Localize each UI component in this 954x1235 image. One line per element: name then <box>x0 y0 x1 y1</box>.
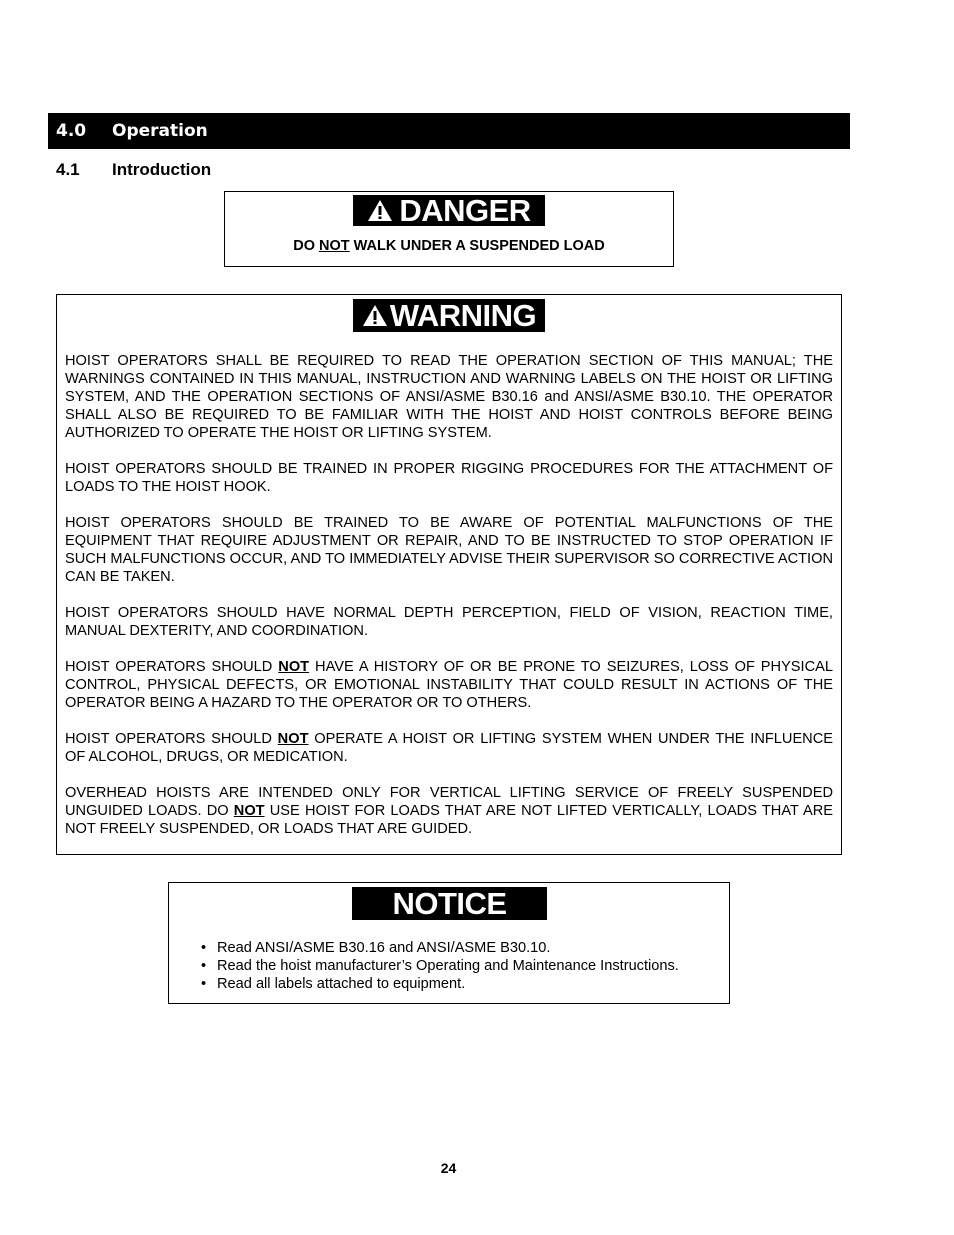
warning-paragraph-6-post: OPERATE A HOIST OR LIFTING SYSTEM WHEN UNDER THE INFLUENCE OF ALCOHOL, DRUGS, OR MEDICATION. <box>65 731 833 765</box>
notice-item-text: Read all labels attached to equipment. <box>217 976 466 992</box>
danger-message-pre: DO <box>293 238 320 254</box>
notice-item-text: Read ANSI/ASME B30.16 and ANSI/ASME B30.10. <box>217 940 551 956</box>
warning-paragraph-5 <box>65 658 833 712</box>
list-item <box>199 939 679 957</box>
warning-paragraph-6-pre: HOIST OPERATORS SHOULD <box>65 731 278 747</box>
danger-message-emphasis: NOT <box>319 238 350 254</box>
notice-list <box>199 939 679 993</box>
list-item <box>199 975 679 993</box>
bullet-icon: • <box>201 940 207 956</box>
warning-paragraph-7-emphasis: NOT <box>233 803 265 819</box>
danger-message-post: WALK UNDER A SUSPENDED LOAD <box>349 238 605 254</box>
warning-paragraph-4: HOIST OPERATORS SHOULD HAVE NORMAL DEPTH PERCEPTION, FIELD OF VISION, REACTION TIME, MANUAL DEXTERITY, AND COORDINATION. <box>65 605 833 639</box>
notice-box <box>168 882 730 1004</box>
warning-paragraph-1: HOIST OPERATORS SHALL BE REQUIRED TO READ THE OPERATION SECTION OF THIS MANUAL; THE WARNINGS CONTAINED IN THIS MANUAL, INSTRUCTION AND WARNING LABELS ON THE HOIST OR LIFTING SYSTEM, AND THE OPERATION SECTIONS OF ANSI/ASME B30.16 and ANSI/ASME B30.10. THE OPERATOR SHALL ALSO BE REQUIRED TO BE FAMILIAR WITH THE HOIST AND HOIST CONTROLS BEFORE BEING AUTHORIZED TO OPERATE THE HOIST OR LIFTING SYSTEM. <box>65 353 833 441</box>
subsection-heading <box>56 160 211 180</box>
subsection-title: Introduction <box>112 160 212 179</box>
section-heading <box>48 113 850 149</box>
warning-box <box>56 294 842 855</box>
warning-paragraph-5-emphasis: NOT <box>278 659 310 675</box>
warning-paragraph-2: HOIST OPERATORS SHOULD BE TRAINED IN PROPER RIGGING PROCEDURES FOR THE ATTACHMENT OF LOADS TO THE HOIST HOOK. <box>65 461 833 495</box>
notice-signal-word <box>352 887 547 920</box>
warning-paragraph-7 <box>65 784 833 838</box>
danger-message <box>225 238 673 254</box>
warning-paragraph-6 <box>65 730 833 766</box>
warning-paragraph-7-pre: OVERHEAD HOISTS ARE INTENDED ONLY FOR VERTICAL LIFTING SERVICE OF FREELY SUSPENDED UNGUIDED LOADS. DO <box>65 785 833 819</box>
page-number: 24 <box>440 1160 457 1176</box>
danger-signal-text: DANGER <box>399 192 531 228</box>
section-title: Operation <box>112 121 208 141</box>
notice-item-text: Read the hoist manufacturer’s Operating and Maintenance Instructions. <box>217 958 679 974</box>
warning-signal-word <box>353 299 545 332</box>
danger-box <box>224 191 674 267</box>
notice-signal-text: NOTICE <box>392 885 507 921</box>
warning-paragraph-5-pre: HOIST OPERATORS SHOULD <box>65 659 279 675</box>
bullet-icon: • <box>201 958 207 974</box>
warning-triangle-icon <box>362 304 388 327</box>
bullet-icon: • <box>201 976 207 992</box>
danger-signal-word <box>353 192 545 228</box>
warning-paragraph-5-post: HAVE A HISTORY OF OR BE PRONE TO SEIZURES, LOSS OF PHYSICAL CONTROL, PHYSICAL DEFECTS, OR EMOTIONAL INSTABILITY THAT COULD RESULT IN ACTIONS OF THE OPERATOR BEING A HAZARD TO THE OPERATOR OR TO OTHERS. <box>65 659 833 711</box>
warning-text <box>65 352 833 856</box>
subsection-number: 4.1 <box>56 160 80 179</box>
warning-triangle-icon <box>367 199 393 222</box>
list-item <box>199 957 679 975</box>
section-number: 4.0 <box>56 121 87 141</box>
warning-paragraph-6-emphasis: NOT <box>277 731 309 747</box>
warning-paragraph-7-post: USE HOIST FOR LOADS THAT ARE NOT LIFTED VERTICALLY, LOADS THAT ARE NOT FREELY SUSPENDED, OR LOADS THAT ARE GUIDED. <box>65 803 833 837</box>
warning-paragraph-3: HOIST OPERATORS SHOULD BE TRAINED TO BE AWARE OF POTENTIAL MALFUNCTIONS OF THE EQUIPMENT THAT REQUIRE ADJUSTMENT OR REPAIR, AND TO BE INSTRUCTED TO STOP OPERATION IF SUCH MALFUNCTIONS OCCUR, AND TO IMMEDIATELY ADVISE THEIR SUPERVISOR SO CORRECTIVE ACTION CAN BE TAKEN. <box>65 515 833 585</box>
warning-signal-text: WARNING <box>389 297 537 333</box>
